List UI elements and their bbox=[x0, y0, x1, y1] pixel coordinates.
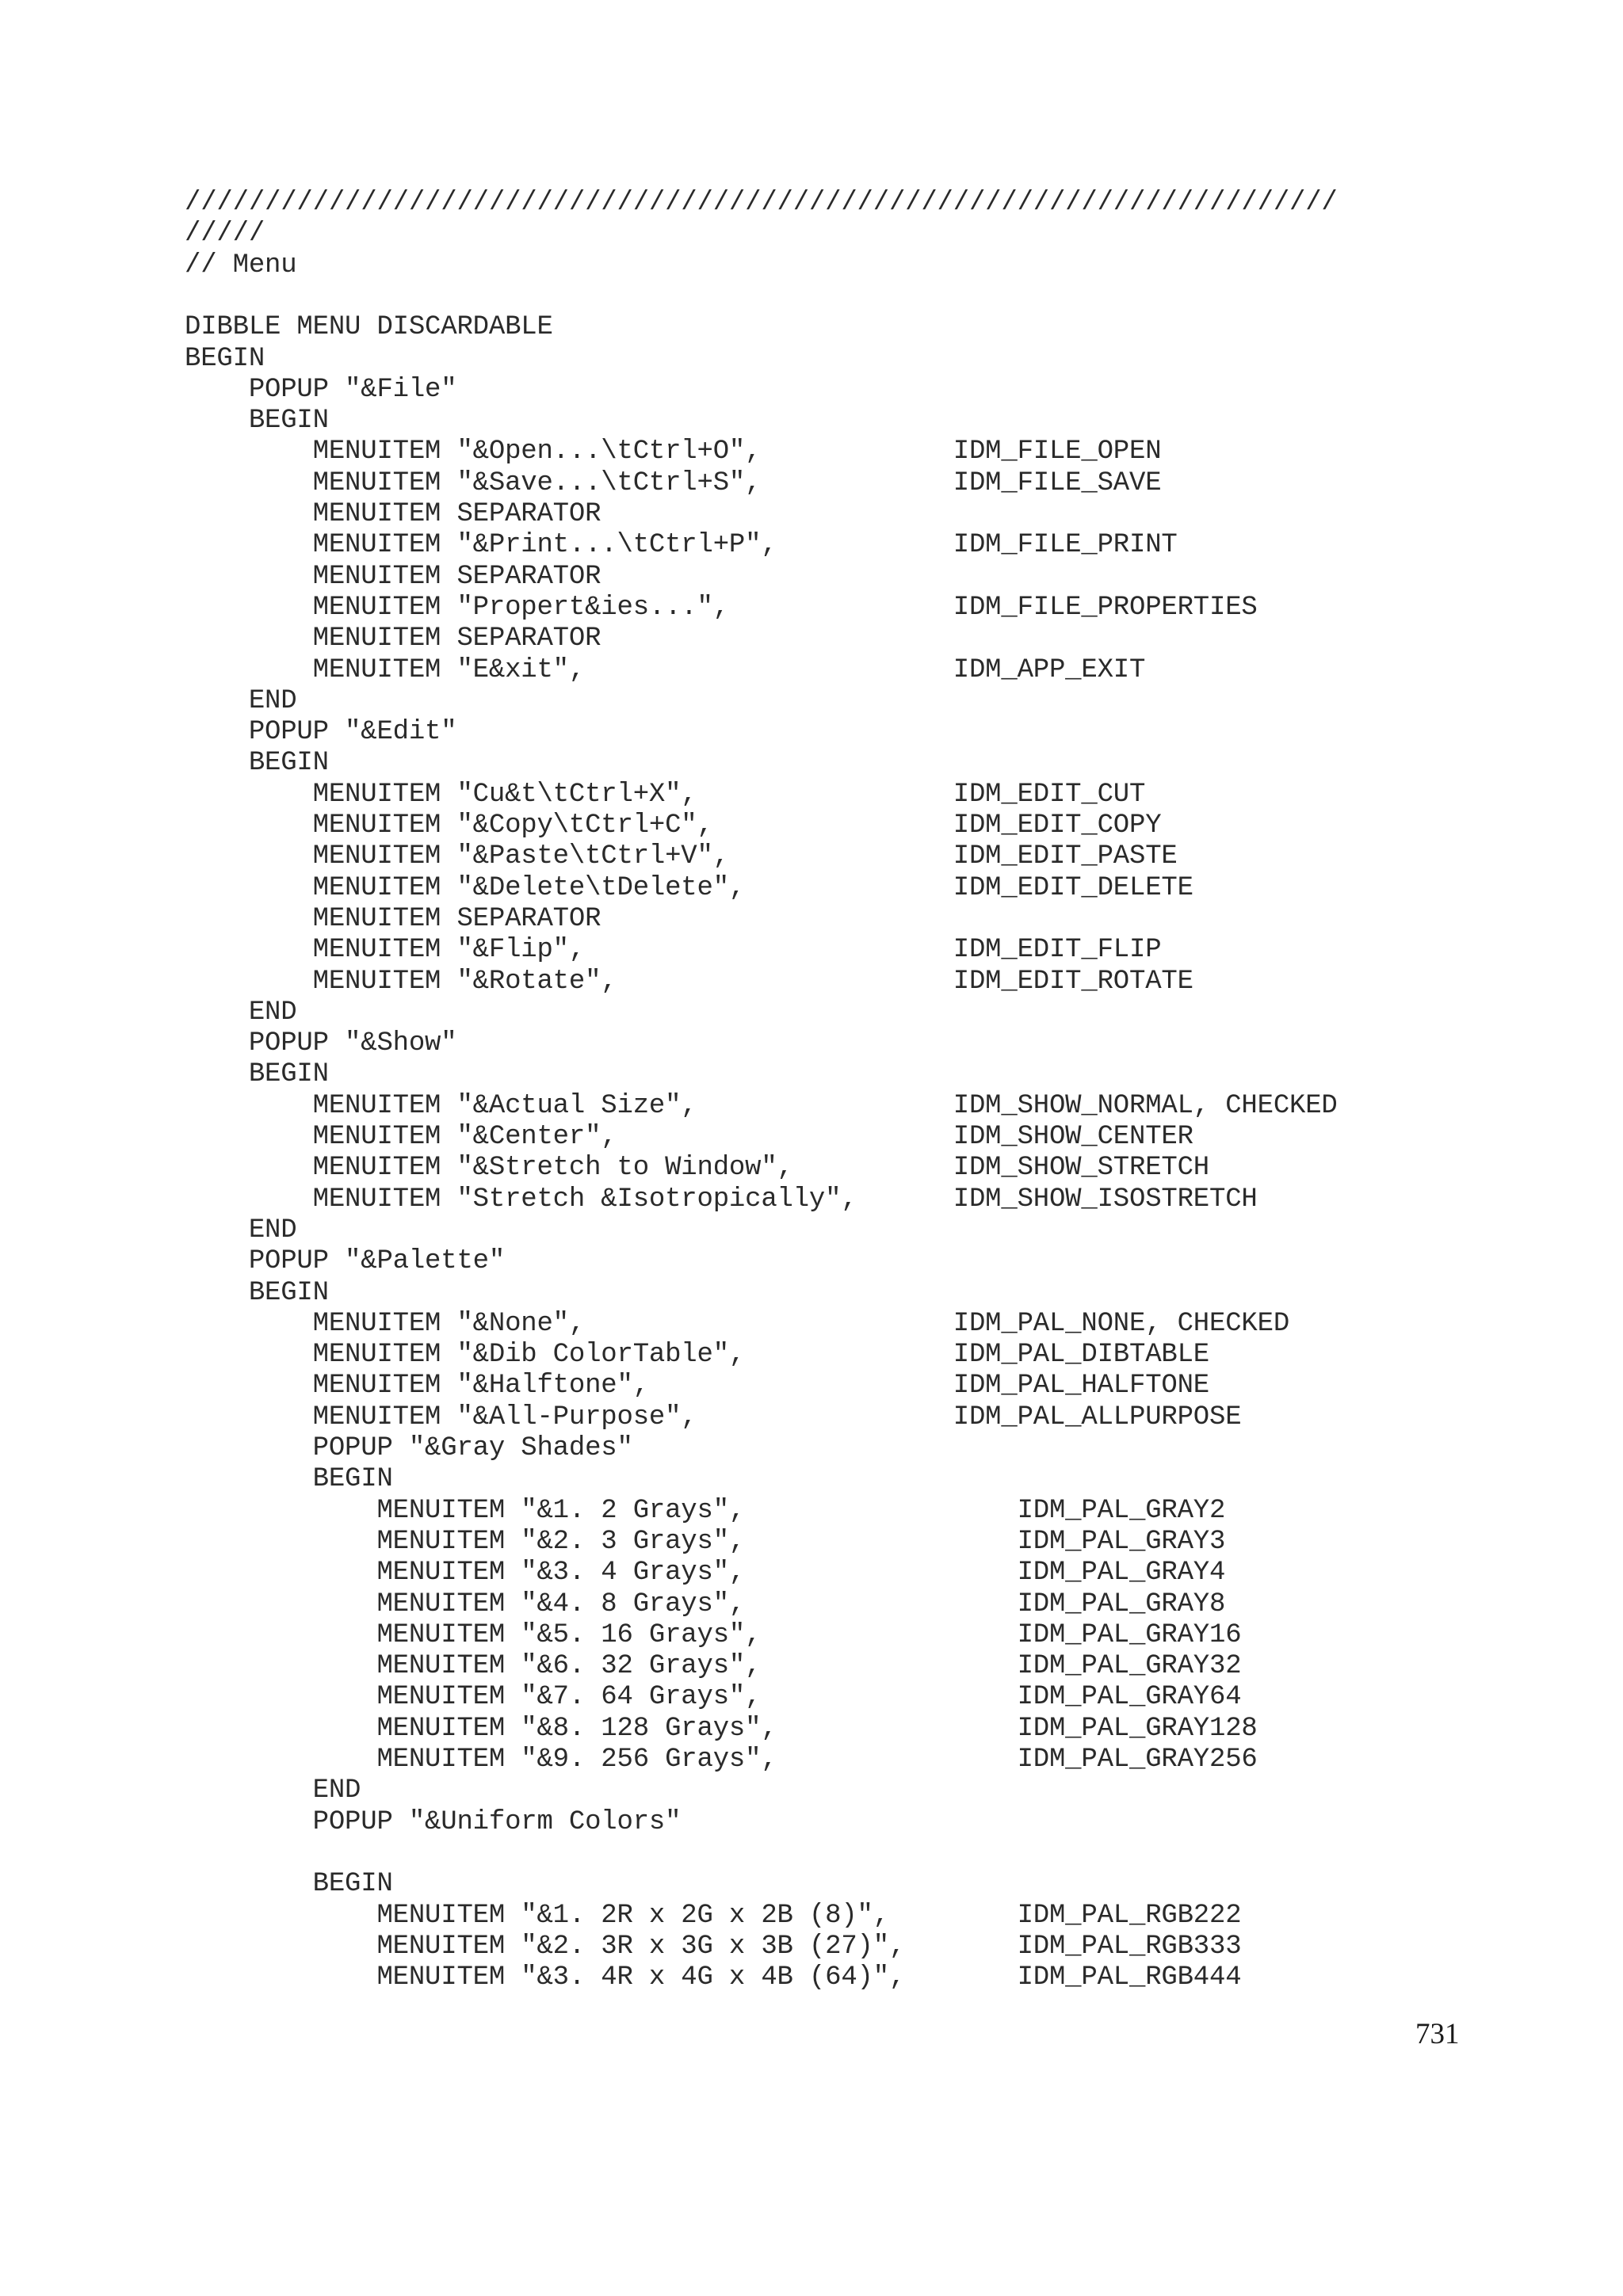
code-line: POPUP "&File" bbox=[185, 374, 457, 405]
code-line: //////////////////////////////////////////////////////////////////////// bbox=[185, 188, 1338, 218]
code-line: MENUITEM "&Copy\tCtrl+C", IDM_EDIT_COPY bbox=[185, 810, 1162, 841]
code-line: END bbox=[185, 997, 297, 1028]
code-line: BEGIN bbox=[185, 406, 329, 437]
code-line: MENUITEM "&Rotate", IDM_EDIT_ROTATE bbox=[185, 966, 1193, 997]
code-line: MENUITEM "&4. 8 Grays", IDM_PAL_GRAY8 bbox=[185, 1589, 1226, 1619]
code-line: MENUITEM "Stretch &Isotropically", IDM_SHOW_ISOSTRETCH bbox=[185, 1184, 1258, 1215]
code-line: MENUITEM "&3. 4 Grays", IDM_PAL_GRAY4 bbox=[185, 1558, 1226, 1589]
code-line: MENUITEM "&Save...\tCtrl+S", IDM_FILE_SAVE bbox=[185, 467, 1162, 498]
page-number: 731 bbox=[1415, 2018, 1460, 2050]
code-line: DIBBLE MENU DISCARDABLE bbox=[185, 312, 553, 343]
code-line: MENUITEM "&1. 2R x 2G x 2B (8)", IDM_PAL_RGB222 bbox=[185, 1900, 1242, 1931]
code-line: POPUP "&Show" bbox=[185, 1028, 457, 1059]
code-line: MENUITEM SEPARATOR bbox=[185, 903, 601, 934]
code-line: MENUITEM "&8. 128 Grays", IDM_PAL_GRAY128 bbox=[185, 1713, 1258, 1744]
code-line: MENUITEM "&7. 64 Grays", IDM_PAL_GRAY64 bbox=[185, 1682, 1242, 1713]
code-line: MENUITEM "&Flip", IDM_EDIT_FLIP bbox=[185, 935, 1162, 966]
code-line: MENUITEM "&1. 2 Grays", IDM_PAL_GRAY2 bbox=[185, 1495, 1226, 1526]
code-line: MENUITEM "&Stretch to Window", IDM_SHOW_STRETCH bbox=[185, 1153, 1210, 1184]
code-line: BEGIN bbox=[185, 1869, 393, 1900]
code-line: MENUITEM "&All-Purpose", IDM_PAL_ALLPURPOSE bbox=[185, 1402, 1242, 1432]
code-line: END bbox=[185, 685, 297, 716]
code-line: MENUITEM "&5. 16 Grays", IDM_PAL_GRAY16 bbox=[185, 1619, 1242, 1650]
code-line: MENUITEM "Propert&ies...", IDM_FILE_PROPERTIES bbox=[185, 592, 1258, 623]
code-line: MENUITEM "Cu&t\tCtrl+X", IDM_EDIT_CUT bbox=[185, 779, 1146, 810]
code-line: BEGIN bbox=[185, 343, 265, 374]
code-line: POPUP "&Gray Shades" bbox=[185, 1433, 633, 1463]
code-line: MENUITEM "&Center", IDM_SHOW_CENTER bbox=[185, 1122, 1193, 1152]
code-line: BEGIN bbox=[185, 1059, 329, 1090]
code-line: POPUP "&Palette" bbox=[185, 1246, 506, 1277]
code-line: MENUITEM SEPARATOR bbox=[185, 561, 601, 592]
code-line: MENUITEM "&Halftone", IDM_PAL_HALFTONE bbox=[185, 1371, 1210, 1402]
code-line: MENUITEM "&Print...\tCtrl+P", IDM_FILE_PRINT bbox=[185, 530, 1178, 561]
code-line: MENUITEM "E&xit", IDM_APP_EXIT bbox=[185, 654, 1146, 685]
code-line: MENUITEM "&6. 32 Grays", IDM_PAL_GRAY32 bbox=[185, 1651, 1242, 1682]
code-line: MENUITEM "&2. 3 Grays", IDM_PAL_GRAY3 bbox=[185, 1526, 1226, 1557]
code-line: ///// bbox=[185, 219, 265, 250]
code-line: MENUITEM "&9. 256 Grays", IDM_PAL_GRAY256 bbox=[185, 1745, 1258, 1775]
code-line: MENUITEM "&Dib ColorTable", IDM_PAL_DIBTABLE bbox=[185, 1340, 1210, 1371]
code-line: MENUITEM "&3. 4R x 4G x 4B (64)", IDM_PAL_RGB444 bbox=[185, 1962, 1242, 1993]
code-line: POPUP "&Uniform Colors" bbox=[185, 1806, 682, 1837]
code-line: MENUITEM "&Paste\tCtrl+V", IDM_EDIT_PASTE bbox=[185, 841, 1178, 872]
code-line: END bbox=[185, 1215, 297, 1245]
code-line: POPUP "&Edit" bbox=[185, 717, 457, 748]
code-line: MENUITEM SEPARATOR bbox=[185, 499, 601, 529]
code-line: // Menu bbox=[185, 250, 297, 280]
code-line: END bbox=[185, 1775, 361, 1806]
code-line: MENUITEM "&Open...\tCtrl+O", IDM_FILE_OPEN bbox=[185, 437, 1162, 467]
code-line: BEGIN bbox=[185, 1277, 329, 1308]
code-line: MENUITEM "&2. 3R x 3G x 3B (27)", IDM_PAL_RGB333 bbox=[185, 1931, 1242, 1962]
code-line: MENUITEM "&Delete\tDelete", IDM_EDIT_DELETE bbox=[185, 872, 1193, 903]
code-line: MENUITEM "&None", IDM_PAL_NONE, CHECKED bbox=[185, 1308, 1290, 1339]
code-line: MENUITEM "&Actual Size", IDM_SHOW_NORMAL, CHECKED bbox=[185, 1090, 1338, 1121]
code-line: BEGIN bbox=[185, 1464, 393, 1495]
code-line: MENUITEM SEPARATOR bbox=[185, 624, 601, 654]
code-line: BEGIN bbox=[185, 748, 329, 779]
